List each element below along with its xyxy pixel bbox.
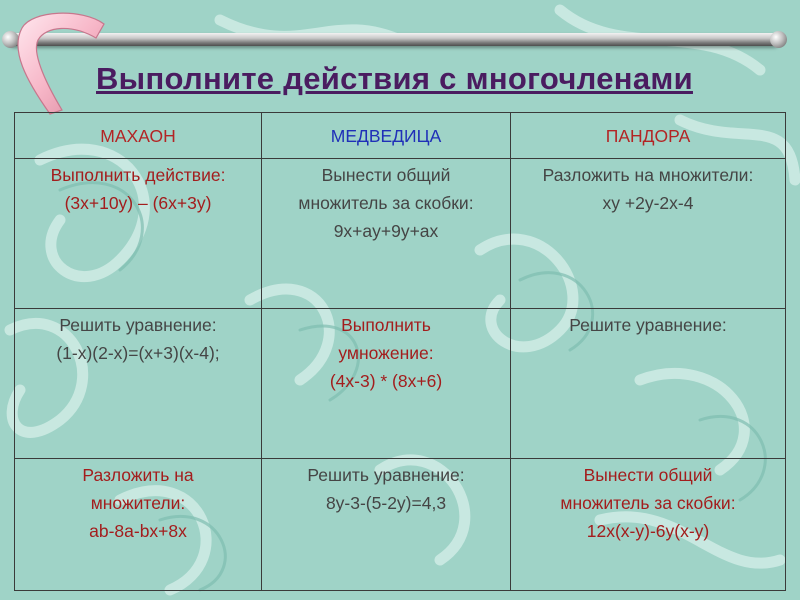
task-cell — [511, 459, 786, 591]
task-cell — [15, 459, 262, 591]
task-text: Решить уравнение: — [307, 465, 465, 485]
task-text: Выполнить — [341, 315, 431, 335]
task-expression: ab-8a-bx+8x — [89, 521, 187, 541]
task-text: умножение: — [338, 343, 434, 363]
tasks-table — [14, 112, 786, 591]
bar-right-cap — [770, 31, 787, 48]
decorative-metal-bar — [8, 33, 780, 46]
task-text: Вынести общий — [583, 465, 713, 485]
task-expression: (4x-3) * (8x+6) — [329, 371, 443, 391]
task-cell — [511, 159, 786, 309]
task-text: Разложить на — [82, 465, 194, 485]
task-cell — [511, 309, 786, 459]
task-expression: (1-x)(2-x)=(x+3)(x-4); — [56, 343, 220, 363]
task-cell — [15, 309, 262, 459]
task-expression: (3x+10y) – (6x+3y) — [64, 193, 212, 213]
header-medveditsa: МЕДВЕДИЦА — [262, 113, 511, 159]
header-mahaon: МАХАОН — [15, 113, 262, 159]
task-text: Вынести общий — [321, 165, 451, 185]
task-text: Выполнить действие: — [50, 165, 226, 185]
table-row — [15, 459, 786, 591]
task-text: Решите уравнение: — [569, 315, 727, 335]
task-cell — [262, 309, 511, 459]
task-cell — [15, 159, 262, 309]
task-cell — [262, 159, 511, 309]
task-text: множитель за скобки: — [560, 493, 736, 513]
header-pandora: ПАНДОРА — [511, 113, 786, 159]
task-expression: 8y-3-(5-2y)=4,3 — [325, 493, 447, 513]
task-text: Разложить на множители: — [542, 165, 754, 185]
slide-title: Выполните действия с многочленами — [96, 61, 693, 96]
task-text: множитель за скобки: — [298, 193, 474, 213]
task-expression: 9x+ay+9y+ax — [333, 221, 439, 241]
task-expression: xy +2y-2x-4 — [602, 193, 694, 213]
task-cell — [262, 459, 511, 591]
table-row — [15, 159, 786, 309]
pink-hook-ornament — [8, 6, 108, 116]
task-text: множители: — [90, 493, 186, 513]
task-text: Решить уравнение: — [59, 315, 217, 335]
table-row — [15, 309, 786, 459]
task-expression: 12x(x-y)-6y(x-y) — [586, 521, 710, 541]
table-header-row — [15, 113, 786, 159]
